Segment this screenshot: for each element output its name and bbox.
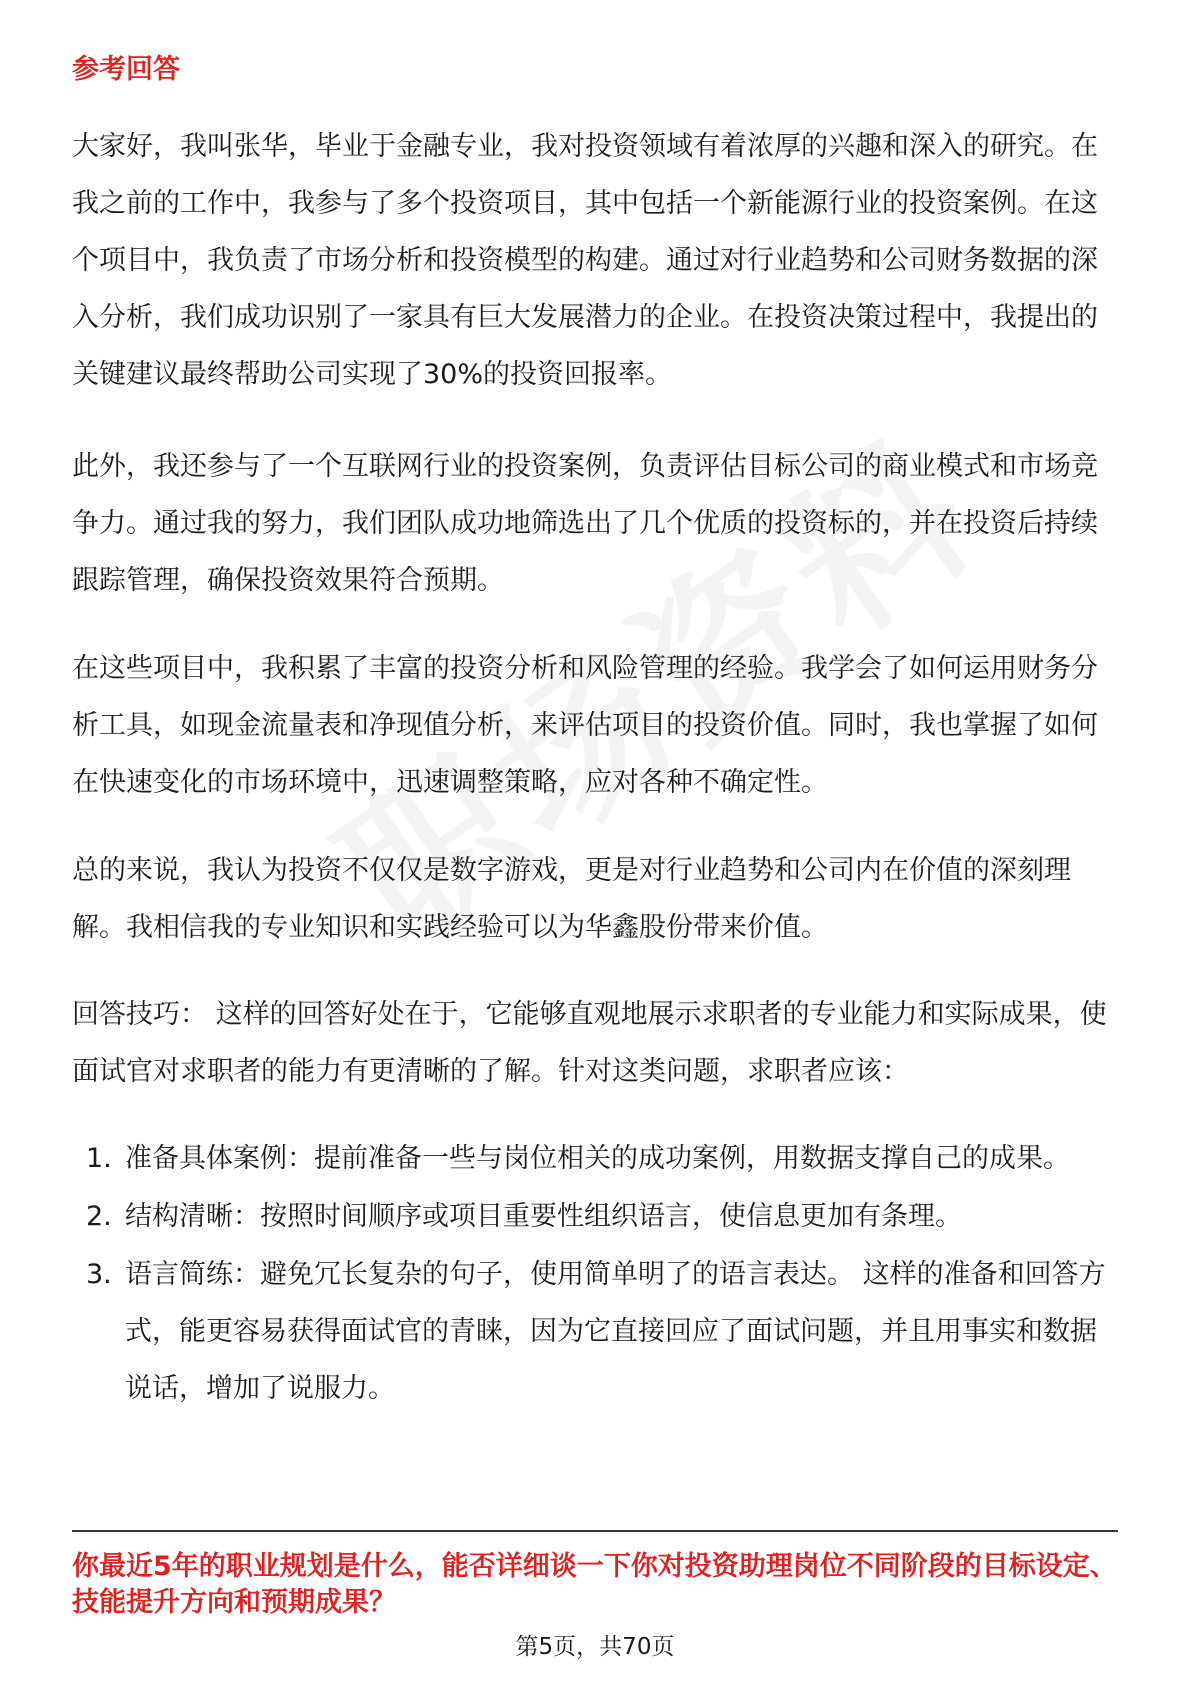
list-item [72,1188,1118,1245]
list-item-text: 准备具体案例：提前准备一些与岗位相关的成功案例，用数据支撑自己的成果。 [125,1143,1070,1174]
answer-paragraph-4: 总的来说，我认为投资不仅仅是数字游戏，更是对行业趋势和公司内在价值的深刻理解。我相信我的专业知识和实践经验可以为华鑫股份带来价值。 [72,855,1071,943]
section-divider [72,1530,1118,1532]
tips-paragraph [72,986,1118,1100]
list-item [72,1130,1118,1187]
answer-paragraph-1: 大家好，我叫张华，毕业于金融专业，我对投资领域有着浓厚的兴趣和深入的研究。在我之前的工作中，我参与了多个投资项目，其中包括一个新能源行业的投资案例。在这个项目中，我负责了市场分析和投资模型的构建。通过对行业趋势和公司财务数据的深入分析，我们成功识别了一家具有巨大发展潜力的企业。在投资决策过程中，我提出的关键建议最终帮助公司实现了30%的投资回报率。 [72,131,1098,390]
tips-text: 这样的回答好处在于，它能够直观地展示求职者的专业能力和实际成果，使面试官对求职者的能力有更清晰的了解。针对这类问题，求职者应该： [72,999,1107,1087]
list-item-text: 结构清晰：按照时间顺序或项目重要性组织语言，使信息更加有条理。 [125,1201,962,1232]
list-item-number: 1. [86,1143,112,1174]
list-item-number: 3. [86,1259,112,1290]
tips-list [72,1130,1118,1418]
document-page [72,0,1118,1684]
answer-paragraph-2: 此外，我还参与了一个互联网行业的投资案例，负责评估目标公司的商业模式和市场竞争力。通过我的努力，我们团队成功地筛选出了几个优质的投资标的，并在投资后持续跟踪管理，确保投资效果符合预期。 [72,451,1098,596]
tips-label: 回答技巧： [72,999,207,1030]
page-number-footer: 第5页，共70页 [515,1634,675,1660]
list-item-text: 语言简练：避免冗长复杂的句子，使用简单明了的语言表达。 这样的准备和回答方式，能更容易获得面试官的青睐，因为它直接回应了面试问题，并且用事实和数据说话，增加了说服力。 [125,1259,1106,1404]
list-item-number: 2. [86,1201,112,1232]
section-title: 参考回答 [72,54,180,85]
answer-paragraph-3: 在这些项目中，我积累了丰富的投资分析和风险管理的经验。我学会了如何运用财务分析工具，如现金流量表和净现值分析，来评估项目的投资价值。同时，我也掌握了如何在快速变化的市场环境中，迅速调整策略，应对各种不确定性。 [72,653,1098,798]
list-item [72,1246,1118,1417]
next-question-heading: 你最近5年的职业规划是什么，能否详细谈一下你对投资助理岗位不同阶段的目标设定、技能提升方向和预期成果？ [72,1551,1117,1618]
